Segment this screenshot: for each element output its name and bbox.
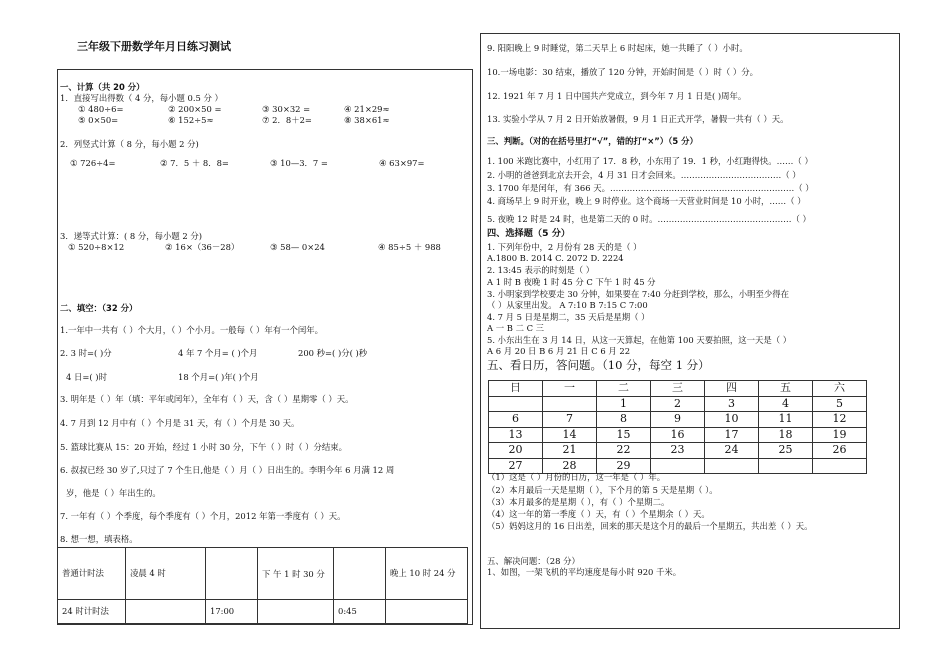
calendar-week-row <box>489 396 867 412</box>
calendar-day: 11 <box>759 412 813 428</box>
fill-q7: 7. 一年有（ ）个季度，每个季度有（ ）个月，2012 年第一季度有（ ）天。 <box>60 511 346 521</box>
section-5-heading: 五、看日历，答问题。（10 分，每空 1 分） <box>487 358 710 372</box>
section-4-heading: 四、选择题（5 分） <box>487 228 571 239</box>
fill-q2: 2. 3 时=( )分 <box>60 348 112 358</box>
choice-options: A 6 月 20 日 B 6 月 21 日 C 6 月 22 <box>487 346 631 356</box>
calendar-day: 10 <box>705 412 759 428</box>
q1-item: ⑦ 2．8＋2= <box>262 115 312 125</box>
calendar-week-row <box>489 427 867 443</box>
question-10: 10.一场电影：30 结束，播放了 120 分钟，开始时间是（ ）时（ ）分。 <box>487 67 759 77</box>
choice-options: （ ）从家里出发。 A 7:10 B 7:15 C 7:00 <box>487 300 648 310</box>
calendar-day: 13 <box>489 427 543 443</box>
calendar-weekday: 三 <box>651 381 705 397</box>
q1-item: ① 480÷6= <box>78 104 124 114</box>
calendar-day: 24 <box>705 443 759 459</box>
calendar-weekday: 日 <box>489 381 543 397</box>
choice-item: 1. 下列年份中，2 月份有 28 天的是（ ） <box>487 242 642 252</box>
q1-item: ⑤ 0×50= <box>78 115 119 125</box>
table-cell[interactable]: 0:45 <box>334 600 386 624</box>
calendar-day <box>759 458 813 474</box>
q3-item: ③ 58— 0×24 <box>270 242 325 252</box>
calendar-day: 14 <box>543 427 597 443</box>
choice-item: 2. 13:45 表示的时刻是（ ） <box>487 265 595 275</box>
calendar-day: 7 <box>543 412 597 428</box>
judge-item: 3. 1700 年是闰年，有 366 天。…………………………………………………………（ ） <box>487 183 814 193</box>
calendar-day: 18 <box>759 427 813 443</box>
section-6-heading: 五、解决问题：（28 分） <box>487 556 580 566</box>
choice-options: A.1800 B. 2014 C. 2072 D. 2224 <box>487 253 624 263</box>
q3-heading: 3．递等式计算：( 8 分，每小题 2 分) <box>60 231 203 241</box>
q1-item: ③ 30×32 = <box>262 104 311 114</box>
calendar-day: 15 <box>597 427 651 443</box>
choice-options: A 一 B 二 C 三 <box>487 323 545 333</box>
q1-item: ④ 21×29≈ <box>344 104 390 114</box>
calendar-day: 8 <box>597 412 651 428</box>
calendar-day: 1 <box>597 396 651 412</box>
table-cell[interactable] <box>126 600 206 624</box>
q2-heading: 2．列竖式计算（ 8 分，每小题 2 分) <box>60 139 199 149</box>
choice-options: A 1 时 B 夜晚 1 时 45 分 C 下午 1 时 45 分 <box>487 277 656 287</box>
fill-q4: 4. 7 月到 12 月中有（ ）个月是 31 天，有（ ）个月是 30 天。 <box>60 418 300 428</box>
calendar-day: 6 <box>489 412 543 428</box>
calendar-day: 29 <box>597 458 651 474</box>
q1-item: ② 200×50 = <box>168 104 222 114</box>
calendar-day: 22 <box>597 443 651 459</box>
fill-q2: 4 日=( )时 <box>66 372 107 382</box>
calendar-day: 28 <box>543 458 597 474</box>
calendar-question: （2）本月最后一天是星期（ ），下个月的第 5 天是星期（ ）。 <box>487 485 718 495</box>
judge-item: 1. 100 米跑比赛中，小红用了 17．8 秒，小东用了 19．1 秒，小红跑得快。……（ ） <box>487 156 813 166</box>
calendar-table <box>488 380 867 474</box>
calendar-day: 27 <box>489 458 543 474</box>
fill-q2: 200 秒=( )分( )秒 <box>298 348 368 358</box>
calendar-day: 3 <box>705 396 759 412</box>
calendar-weekday: 二 <box>597 381 651 397</box>
calendar-question: （4）这一年的第一季度（ ）天，有（ ）个星期余（ ）天。 <box>487 509 710 519</box>
calendar-week-row <box>489 412 867 428</box>
table-cell: 24 时计时法 <box>58 600 126 624</box>
calendar-header-row <box>489 381 867 397</box>
question-12: 12. 1921 年 7 月 1 日中国共产党成立，到今年 7 月 1 日是( )周年。 <box>487 91 747 101</box>
table-cell[interactable] <box>334 548 386 600</box>
calendar-weekday: 五 <box>759 381 813 397</box>
fill-q5: 5. 篮球比赛从 15：20 开始，经过 1 小时 30 分，下午（ ）时（ ）分结束。 <box>60 442 347 452</box>
calendar-day: 12 <box>813 412 867 428</box>
table-cell[interactable] <box>386 600 468 624</box>
calendar-day: 9 <box>651 412 705 428</box>
fill-q1: 1.一年中一共有（ ）个大月，（ ）个小月。一般每（ ）年有一个闰年。 <box>60 325 324 335</box>
choice-item: 5. 小东出生在 3 月 14 日，从这一天算起，在他第 100 天要拍照，这一天是（ ） <box>487 335 792 345</box>
table-cell[interactable] <box>258 600 334 624</box>
calendar-day: 4 <box>759 396 813 412</box>
fill-q6: 6. 叔叔已经 30 岁了,只过了 7 个生日,他是（ ）月（ ）日出生的。李明今年 6 月满 12 周 <box>60 465 395 475</box>
q2-item: ① 726÷4= <box>70 158 116 168</box>
calendar-day: 25 <box>759 443 813 459</box>
calendar-day: 5 <box>813 396 867 412</box>
q3-item: ④ 85÷5 ＋ 988 <box>378 242 441 252</box>
judge-item: 5. 夜晚 12 时是 24 时，也是第二天的 0 时。…………………………………………（ ） <box>487 214 811 224</box>
fill-q8: 8. 想一想，填表格。 <box>60 534 138 544</box>
table-cell[interactable]: 晚上 10 时 24 分 <box>386 548 468 600</box>
calendar-weekday: 六 <box>813 381 867 397</box>
judge-item: 2. 小明的爸爸到北京去开会，4 月 31 日才会回来。………………………………（ ） <box>487 170 801 180</box>
q1-item: ⑥ 152÷5≈ <box>168 115 214 125</box>
choice-item: 4. 7 月 5 日是星期二，35 天后是星期（ ） <box>487 312 650 322</box>
calendar-question: （1）这是（ ）月份的日历，这一年是（ ）年。 <box>487 472 666 482</box>
table-cell[interactable] <box>206 548 258 600</box>
q1-item: ⑧ 38×61≈ <box>344 115 390 125</box>
calendar-day: 2 <box>651 396 705 412</box>
calendar-question: （3）本月最多的是星期（ ），有（ ）个星期二。 <box>487 497 670 507</box>
q3-item: ① 520÷8×12 <box>68 242 125 252</box>
judge-item: 4. 商场早上 9 时开业，晚上 9 时停业。这个商场一天营业时间是 10 小时，……（ ） <box>487 196 806 206</box>
calendar-day: 19 <box>813 427 867 443</box>
fill-q6: 岁，他是（ ）年出生的。 <box>66 488 161 498</box>
calendar-day <box>489 396 543 412</box>
table-cell[interactable]: 下 午 1 时 30 分 <box>258 548 334 600</box>
calendar-day <box>705 458 759 474</box>
question-9: 9. 阳阳晚上 9 时睡觉，第二天早上 6 时起床，她一共睡了（ ）小时。 <box>487 43 748 53</box>
fill-q2: 4 年 7 个月= ( )个月 <box>178 348 258 358</box>
calendar-day: 23 <box>651 443 705 459</box>
q3-item: ② 16×（36－28） <box>165 242 240 252</box>
fill-q2: 18 个月=( )年( )个月 <box>178 372 259 382</box>
section-3-heading: 三、判断。（对的在括号里打“√”，错的打“×”）（5 分） <box>487 136 698 146</box>
calendar-day: 16 <box>651 427 705 443</box>
q2-item: ② 7．5 ＋ 8．8= <box>160 158 229 168</box>
calendar-day: 21 <box>543 443 597 459</box>
q1-heading: 1．直接写出得数（ 4 分，每小题 0.5 分 ） <box>60 93 223 103</box>
page-title: 三年级下册数学年月日练习测试 <box>77 40 231 53</box>
table-cell[interactable]: 17:00 <box>206 600 258 624</box>
calendar-question: （5）妈妈这月的 16 日出差，回来的那天是这个月的最后一个星期五，共出差（ ）天。 <box>487 521 813 531</box>
section-1-heading: 一、计算（共 20 分） <box>60 82 145 92</box>
q2-item: ④ 63×97= <box>379 158 425 168</box>
table-row <box>58 548 468 600</box>
calendar-day <box>813 458 867 474</box>
calendar-day: 17 <box>705 427 759 443</box>
calendar-day: 26 <box>813 443 867 459</box>
calendar-week-row <box>489 443 867 459</box>
question-13: 13. 实验小学从 7 月 2 日开始放暑假，9 月 1 日正式开学，暑假一共有（ ）天。 <box>487 114 789 124</box>
calendar-weekday: 一 <box>543 381 597 397</box>
q2-item: ③ 10—3．7 = <box>270 158 328 168</box>
table-cell: 普通计时法 <box>58 548 126 600</box>
problem-1: 1、如图，一架飞机的平均速度是每小时 920 千米。 <box>487 567 682 577</box>
fill-q3: 3. 明年是（ ）年（填：平年或闰年），全年有（ ）天，含（ ）星期零（ ）天。 <box>60 394 354 404</box>
table-cell[interactable]: 凌晨 4 时 <box>126 548 206 600</box>
calendar-day <box>543 396 597 412</box>
calendar-weekday: 四 <box>705 381 759 397</box>
section-2-heading: 二、填空：（32 分） <box>60 303 138 313</box>
time-conversion-table <box>57 547 468 624</box>
calendar-day: 20 <box>489 443 543 459</box>
choice-item: 3. 小明家到学校要走 30 分钟，如果要在 7:40 分赶到学校，那么，小明至少得在 <box>487 289 790 299</box>
table-row <box>58 600 468 624</box>
